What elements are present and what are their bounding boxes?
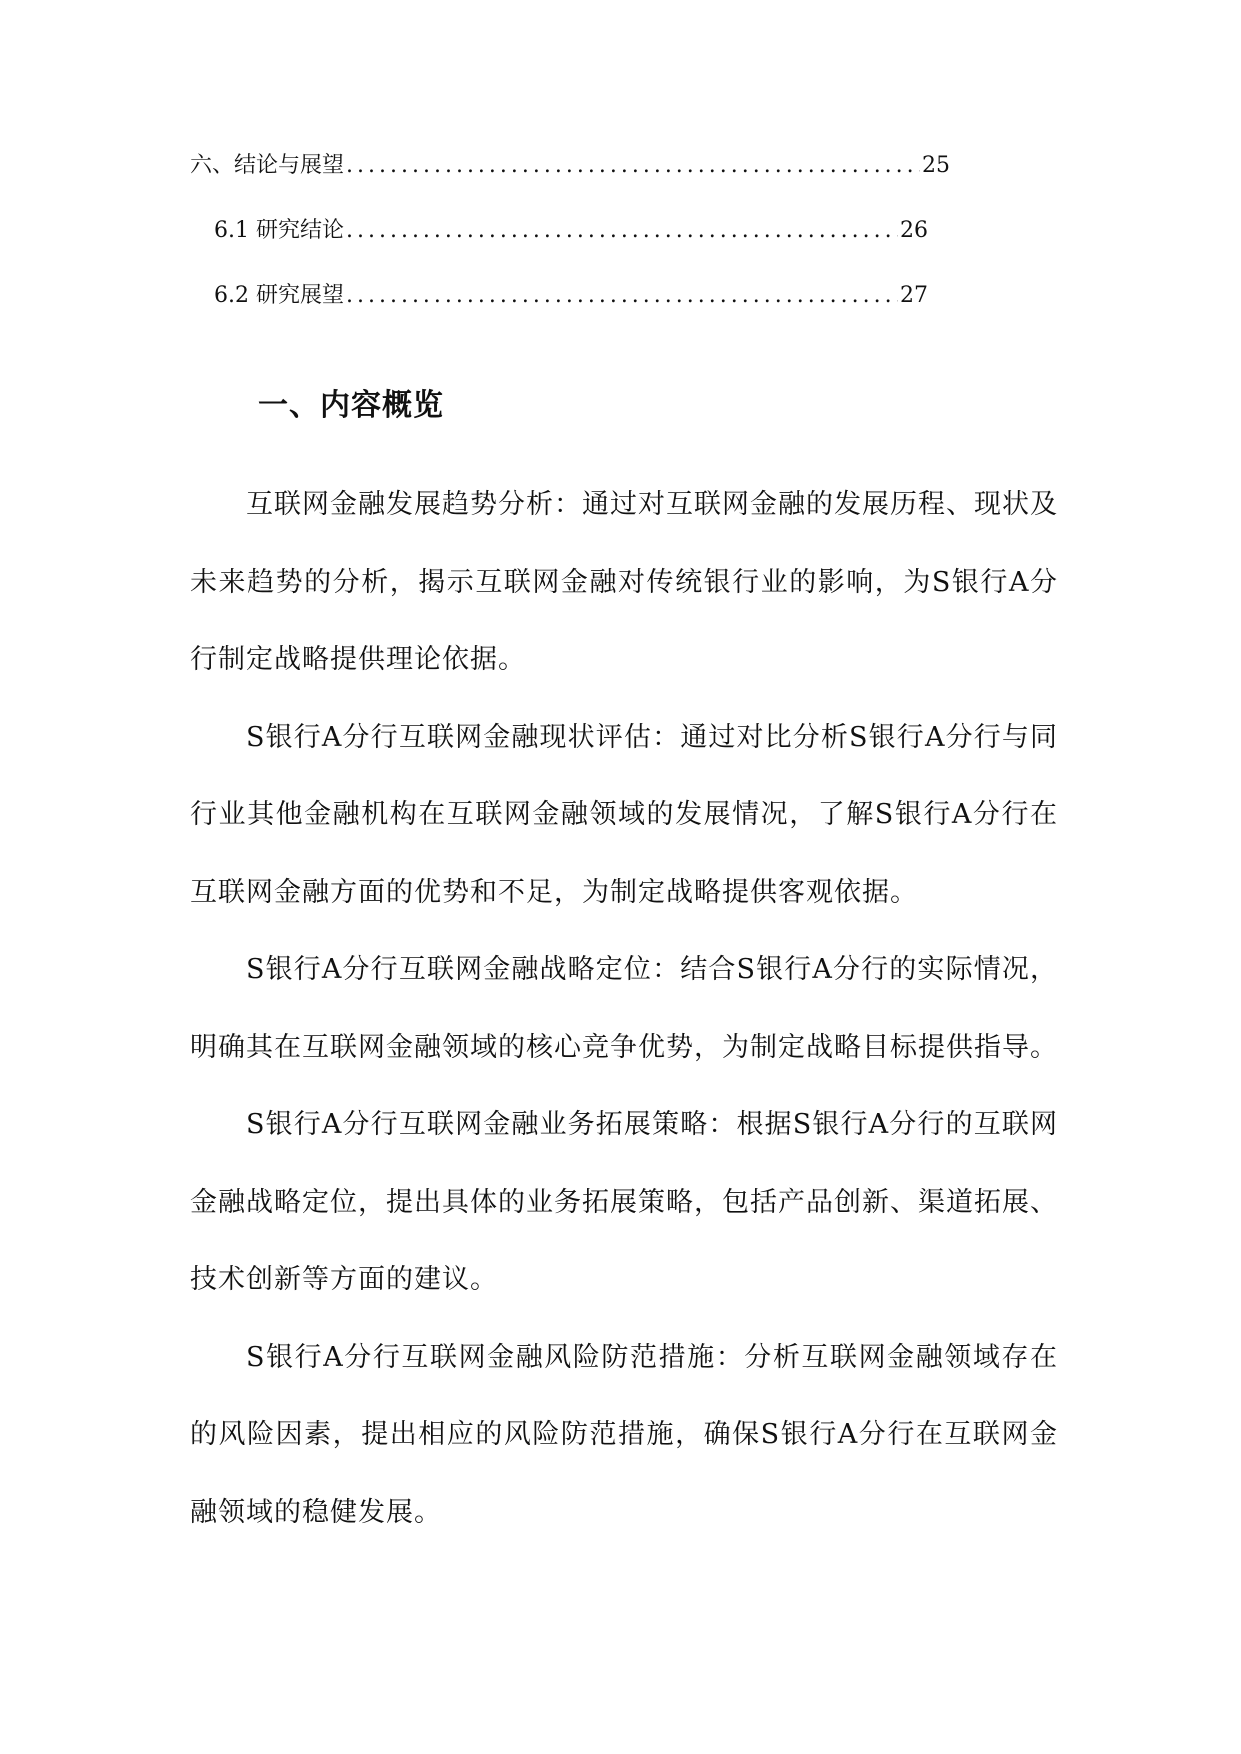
toc-page-number: 26 [900, 218, 928, 243]
toc-dot-leader [346, 218, 898, 243]
paragraph: S银行A分行互联网金融业务拓展策略：根据S银行A分行的互联网金融战略定位，提出具体的业务拓展策略，包括产品创新、渠道拓展、技术创新等方面的建议。 [190, 1109, 1058, 1295]
toc-entry[interactable] [190, 148, 950, 213]
toc-entry-label: 6.1 研究结论 [214, 218, 344, 243]
toc-page-number: 25 [922, 153, 950, 178]
toc-entry-label: 六、结论与展望 [190, 153, 345, 178]
paragraph: S银行A分行互联网金融战略定位：结合S银行A分行的实际情况，明确其在互联网金融领域的核心竞争优势，为制定战略目标提供指导。 [190, 954, 1058, 1063]
body-text [190, 466, 1058, 1551]
toc-page-number: 27 [900, 283, 928, 308]
paragraph: S银行A分行互联网金融现状评估：通过对比分析S银行A分行与同行业其他金融机构在互联网金融领域的发展情况，了解S银行A分行在互联网金融方面的优势和不足，为制定战略提供客观依据。 [190, 721, 1058, 908]
toc-entry-label: 6.2 研究展望 [214, 283, 344, 308]
paragraph: 互联网金融发展趋势分析：通过对互联网金融的发展历程、现状及未来趋势的分析，揭示互联网金融对传统银行业的影响，为S银行A分行制定战略提供理论依据。 [190, 489, 1058, 675]
toc-entry[interactable] [190, 213, 928, 278]
toc-dot-leader [346, 283, 898, 308]
table-of-contents [190, 148, 950, 343]
paragraph: S银行A分行互联网金融风险防范措施：分析互联网金融领域存在的风险因素，提出相应的风险防范措施，确保S银行A分行在互联网金融领域的稳健发展。 [190, 1341, 1058, 1528]
toc-entry[interactable] [190, 278, 928, 343]
toc-dot-leader [346, 153, 920, 178]
section-heading: 一、内容概览 [258, 388, 444, 423]
